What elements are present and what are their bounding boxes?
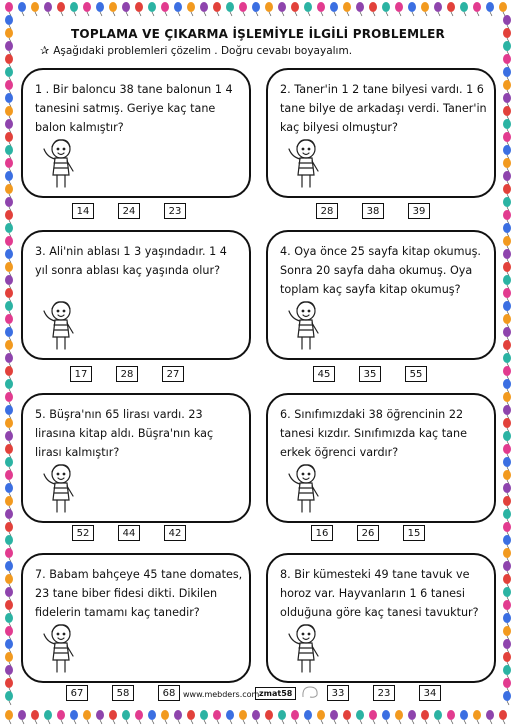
balloon-icon [317,2,325,16]
balloon-icon [213,710,221,724]
balloon-icon [83,2,91,16]
balloon-icon [18,710,26,724]
balloon-icon [148,710,156,724]
answer-row-1 [72,203,210,219]
balloon-icon [382,710,390,724]
balloon-icon [503,67,511,81]
balloon-icon [5,574,13,588]
balloon-icon [503,392,511,406]
balloon-icon [5,67,13,81]
balloon-icon [18,2,26,16]
balloon-icon [486,710,494,724]
balloon-icon [5,132,13,146]
balloon-icon [503,158,511,172]
balloon-icon [5,119,13,133]
balloon-icon [421,2,429,16]
balloon-icon [83,710,91,724]
answer-box[interactable]: 33 [327,685,349,701]
balloon-icon [31,2,39,16]
balloon-icon [278,2,286,16]
answer-box[interactable]: 24 [118,203,140,219]
problem-card-2 [266,68,496,198]
balloon-icon [503,106,511,120]
problem-text: 4. Oya önce 25 sayfa kitap okumuş. Sonra 20 sayfa daha okumuş. Oya toplam kaç sayfa kitap okumuş? [280,245,481,296]
balloon-icon [503,223,511,237]
balloon-icon [5,184,13,198]
balloon-icon [5,457,13,471]
balloon-icon [5,106,13,120]
balloon-icon [486,2,494,16]
logo-icon [301,685,319,699]
answer-box[interactable]: 23 [373,685,395,701]
problem-text: 6. Sınıfımızdaki 38 öğrencinin 22 tanesi kızdır. Sınıfımızda kaç tane erkek öğrenci vardır? [280,408,467,459]
balloon-icon [503,639,511,653]
worksheet-title: TOPLAMA VE ÇIKARMA İŞLEMİYLE İLGİLİ PROBLEMLER [71,27,445,41]
balloon-icon [5,431,13,445]
answer-box[interactable]: 27 [162,366,184,382]
star-icon: ✰ [40,44,50,57]
balloon-icon [356,2,364,16]
answer-box[interactable]: 45 [313,366,335,382]
balloon-icon [5,522,13,536]
problem-text: 1 . Bir baloncu 38 tane balonun 1 4 tanesini satmış. Geriye kaç tane balon kalmıştır? [35,83,233,134]
balloon-icon [5,678,13,692]
child-drawing-icon [39,135,79,190]
answer-box[interactable]: 15 [403,525,425,541]
answer-box[interactable]: 52 [72,525,94,541]
balloon-icon [109,710,117,724]
balloon-icon [503,366,511,380]
balloon-icon [5,405,13,419]
balloon-icon [96,710,104,724]
answer-box[interactable]: 16 [311,525,333,541]
balloon-icon [503,80,511,94]
balloon-icon [226,710,234,724]
balloon-icon [503,691,511,705]
balloon-icon [174,710,182,724]
balloon-icon [503,418,511,432]
child-drawing-icon [284,620,324,675]
balloon-icon [5,145,13,159]
answer-row-2 [316,203,454,219]
balloon-icon [122,2,130,16]
answer-box[interactable]: 28 [116,366,138,382]
balloon-icon [503,236,511,250]
balloon-icon [317,710,325,724]
balloon-icon [503,470,511,484]
balloon-icon [447,710,455,724]
balloon-icon [96,2,104,16]
balloon-border-bottom [0,708,516,726]
balloon-icon [473,2,481,16]
balloon-icon [5,197,13,211]
balloon-icon [5,600,13,614]
balloon-icon [5,288,13,302]
instruction [40,44,352,57]
answer-box[interactable]: 67 [66,685,88,701]
balloon-icon [503,535,511,549]
answer-box[interactable]: 68 [158,685,180,701]
balloon-icon [5,54,13,68]
balloon-icon [369,710,377,724]
balloon-icon [5,327,13,341]
balloon-icon [122,710,130,724]
balloon-icon [503,210,511,224]
problem-card-7 [21,553,251,683]
balloon-icon [109,2,117,16]
balloon-icon [503,41,511,55]
balloon-icon [5,626,13,640]
answer-row-5 [72,525,210,541]
balloon-icon [408,710,416,724]
answer-row-4 [313,366,451,382]
balloon-border-right [498,0,516,726]
balloon-icon [503,197,511,211]
balloon-border-top [0,0,516,18]
balloon-icon [503,509,511,523]
balloon-icon [434,2,442,16]
balloon-icon [5,665,13,679]
balloon-icon [503,652,511,666]
balloon-icon [239,710,247,724]
footer-code: zmat58 [255,687,296,700]
balloon-icon [503,483,511,497]
balloon-icon [503,613,511,627]
balloon-icon [5,418,13,432]
balloon-icon [503,249,511,263]
balloon-icon [503,444,511,458]
answer-box[interactable]: 38 [362,203,384,219]
balloon-icon [503,457,511,471]
balloon-icon [395,2,403,16]
balloon-border-left [0,0,18,726]
balloon-icon [5,314,13,328]
balloon-icon [252,2,260,16]
balloon-icon [291,710,299,724]
balloon-icon [460,710,468,724]
balloon-icon [343,2,351,16]
balloon-icon [5,275,13,289]
balloon-icon [503,340,511,354]
balloon-icon [503,353,511,367]
balloon-icon [503,678,511,692]
balloon-icon [503,132,511,146]
problem-card-5 [21,393,251,523]
balloon-icon [5,561,13,575]
balloon-icon [57,2,65,16]
answer-box[interactable]: 58 [112,685,134,701]
balloon-icon [5,301,13,315]
balloon-icon [5,379,13,393]
answer-box[interactable]: 26 [357,525,379,541]
child-drawing-icon [39,460,79,515]
balloon-icon [503,301,511,315]
balloon-icon [31,710,39,724]
problem-text: 5. Büşra'nın 65 lirası vardı. 23 lirasına kitap aldı. Büşra'nın kaç lirası kalmıştır? [35,408,214,459]
balloon-icon [503,548,511,562]
balloon-icon [200,2,208,16]
balloon-icon [239,2,247,16]
balloon-icon [5,171,13,185]
balloon-icon [330,710,338,724]
balloon-icon [265,2,273,16]
balloon-icon [5,444,13,458]
balloon-icon [503,288,511,302]
balloon-icon [5,41,13,55]
problem-text: 3. Ali'nin ablası 1 3 yaşındadır. 1 4 yıl sonra ablası kaç yaşında olur? [35,245,227,277]
balloon-icon [503,93,511,107]
balloon-icon [44,710,52,724]
problem-text: 7. Babam bahçeye 45 tane domates, 23 tane biber fidesi dikti. Dikilen fidelerin tamamı kaç tanedir? [35,568,243,619]
balloon-icon [369,2,377,16]
balloon-icon [304,710,312,724]
answer-box[interactable]: 28 [316,203,338,219]
balloon-icon [291,2,299,16]
balloon-icon [135,710,143,724]
balloon-icon [5,613,13,627]
instruction-text: Aşağıdaki problemleri çözelim . Doğru cevabı boyayalım. [53,45,353,57]
balloon-icon [503,119,511,133]
balloon-icon [5,392,13,406]
balloon-icon [226,2,234,16]
balloon-icon [213,2,221,16]
balloon-icon [5,483,13,497]
balloon-icon [503,405,511,419]
problem-card-6 [266,393,496,523]
balloon-icon [5,93,13,107]
balloon-icon [503,522,511,536]
balloon-icon [330,2,338,16]
balloon-icon [252,710,260,724]
balloon-icon [187,710,195,724]
balloon-icon [503,587,511,601]
balloon-icon [70,710,78,724]
balloon-icon [5,80,13,94]
balloon-icon [503,574,511,588]
balloon-icon [5,470,13,484]
balloon-icon [5,587,13,601]
balloon-icon [434,710,442,724]
balloon-icon [5,210,13,224]
balloon-icon [408,2,416,16]
balloon-icon [5,548,13,562]
balloon-icon [503,665,511,679]
answer-box[interactable]: 55 [405,366,427,382]
balloon-icon [503,379,511,393]
balloon-icon [503,171,511,185]
answer-row-3 [70,366,208,382]
balloon-icon [5,366,13,380]
balloon-icon [356,710,364,724]
balloon-icon [503,600,511,614]
balloon-icon [161,710,169,724]
balloon-icon [70,2,78,16]
problem-card-1 [21,68,251,198]
balloon-icon [5,509,13,523]
answer-row-6 [311,525,449,541]
child-drawing-icon [284,135,324,190]
balloon-icon [304,2,312,16]
balloon-icon [135,2,143,16]
answer-box[interactable]: 44 [118,525,140,541]
balloon-icon [57,710,65,724]
balloon-icon [5,639,13,653]
child-drawing-icon [284,460,324,515]
balloon-icon [187,2,195,16]
balloon-icon [503,431,511,445]
balloon-icon [503,327,511,341]
balloon-icon [503,184,511,198]
answer-box[interactable]: 23 [164,203,186,219]
child-drawing-icon [39,620,79,675]
balloon-icon [503,496,511,510]
balloon-icon [5,691,13,705]
balloon-icon [5,535,13,549]
balloon-icon [503,54,511,68]
balloon-icon [5,249,13,263]
balloon-icon [503,145,511,159]
balloon-icon [278,710,286,724]
balloon-icon [395,710,403,724]
answer-box[interactable]: 35 [359,366,381,382]
balloon-icon [148,2,156,16]
balloon-icon [421,710,429,724]
balloon-icon [265,710,273,724]
problem-text: 2. Taner'in 1 2 tane bilyesi vardı. 1 6 tane bilye de arkadaşı verdi. Taner'in kaç bilyesi olmuştur? [280,83,487,134]
answer-box[interactable]: 34 [419,685,441,701]
balloon-icon [174,2,182,16]
footer-website: www.mebders.com [183,690,260,699]
balloon-icon [503,561,511,575]
balloon-icon [503,275,511,289]
balloon-icon [5,262,13,276]
balloon-icon [200,710,208,724]
balloon-icon [460,2,468,16]
balloon-icon [503,262,511,276]
balloon-icon [44,2,52,16]
balloon-icon [5,496,13,510]
balloon-icon [382,2,390,16]
answer-row-8 [327,685,465,701]
balloon-icon [447,2,455,16]
balloon-icon [5,353,13,367]
answer-box[interactable]: 14 [72,203,94,219]
balloon-icon [473,710,481,724]
problem-card-4 [266,230,496,360]
balloon-icon [5,158,13,172]
balloon-icon [503,626,511,640]
balloon-icon [5,223,13,237]
problem-card-3 [21,230,251,360]
answer-box[interactable]: 17 [70,366,92,382]
child-drawing-icon [284,297,324,352]
balloon-icon [503,314,511,328]
problem-card-8 [266,553,496,683]
problem-text: 8. Bir kümesteki 49 tane tavuk ve horoz var. Hayvanların 1 6 tanesi olduğuna göre kaç tanesi tavuktur? [280,568,479,619]
balloon-icon [343,710,351,724]
balloon-icon [5,652,13,666]
child-drawing-icon [39,297,79,352]
answer-box[interactable]: 42 [164,525,186,541]
balloon-icon [5,236,13,250]
balloon-icon [5,340,13,354]
answer-box[interactable]: 39 [408,203,430,219]
balloon-icon [161,2,169,16]
